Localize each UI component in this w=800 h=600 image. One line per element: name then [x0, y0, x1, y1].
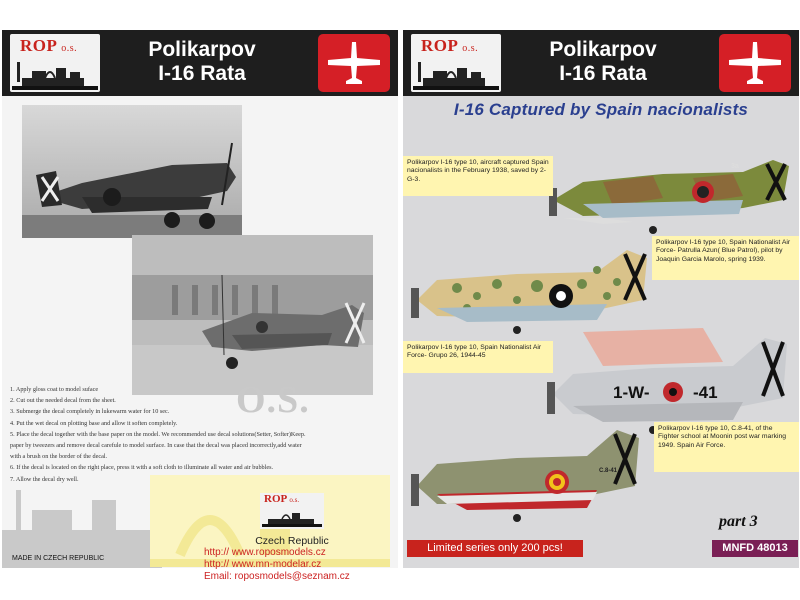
plane3-code-left: 1-W- — [613, 383, 650, 402]
decal-instructions — [10, 384, 330, 485]
website-link-1[interactable]: http:// www.roposmodels.cz — [204, 547, 326, 558]
aircraft-badge — [719, 34, 791, 92]
limited-series-banner: Limited series only 200 pcs! — [407, 540, 583, 557]
aircraft-badge — [318, 34, 390, 92]
instructions-panel — [2, 30, 398, 582]
callout-aircraft-4: Polikarpov I-16 type 10, C.8-41, of the Fighter school at Moonin post war marking 1949. Spain Air Force. — [654, 422, 799, 472]
callout-aircraft-1: Polikarpov I-16 type 10, aircraft captured Spain nacionalists in the February 1938, saved by 2-G-3. — [403, 156, 553, 196]
country-label: Czech Republic — [255, 535, 329, 547]
plane4-code: C.8-41 — [599, 468, 618, 474]
small-ship-icon — [262, 509, 322, 527]
aircraft-profile-1 — [543, 138, 799, 240]
brand-logo — [10, 34, 100, 92]
airplane-icon — [719, 34, 791, 92]
ship-icon — [413, 60, 499, 90]
header-bar — [403, 30, 799, 96]
aircraft-profile-4 — [407, 414, 653, 526]
instruction-line: paper by tweezers and remove decal carefule to model surface. In case that the decal was placed incorrectly,add water — [10, 442, 302, 450]
part-label: part 3 — [719, 513, 758, 530]
watermark-os: O.S. — [236, 379, 310, 421]
section-subtitle: I-16 Captured by Spain nacionalists — [453, 100, 749, 119]
page-title — [513, 38, 693, 86]
title-line-2: I-16 Rata — [559, 62, 647, 85]
title-line-1: Polikarpov — [549, 38, 657, 61]
logo-name: ROP — [20, 36, 57, 55]
small-logo-suffix: o.s. — [289, 496, 300, 504]
historic-photo-1 — [22, 105, 242, 238]
brand-logo — [411, 34, 501, 92]
plane1-code: 3а — [731, 163, 739, 170]
contact-block — [202, 493, 382, 582]
logo-suffix: o.s. — [61, 43, 78, 54]
small-brand-logo — [260, 493, 324, 529]
website-link-2[interactable]: http:// www.mn-modelar.cz — [204, 558, 322, 570]
header-bar — [2, 30, 398, 96]
historic-photo-2 — [132, 235, 373, 395]
small-logo-name: ROP — [264, 493, 287, 505]
instruction-line: 6. If the decal is located on the right place, press it with a soft cloth to illuminate all water and air bubbles. — [10, 464, 274, 472]
instruction-line: 5. Place the decal together with the base paper on the model. We recommended use decal solutions(Setter, Softer)Keep. — [10, 430, 306, 438]
callout-aircraft-2: Polikarpov I-16 type 10, Spain Nationalist Air Force- Patrulla Azun( Blue Patrol), pilot by Joaquin Garcia Marolo, spring 1939. — [652, 236, 799, 280]
logo-suffix: o.s. — [462, 43, 479, 54]
ship-icon — [12, 60, 98, 90]
title-line-2: I-16 Rata — [158, 62, 246, 85]
email-link[interactable]: Email: roposmodels@seznam.cz — [204, 570, 350, 582]
instruction-line: 4. Put the wet decal on plotting base and allow it soften completely. — [10, 419, 178, 427]
plane3-code-right: -41 — [693, 383, 718, 402]
page-title — [112, 38, 292, 86]
instruction-line: with a brush on the border of the decal. — [10, 453, 108, 461]
made-in-label: MADE IN CZECH REPUBLIC — [12, 555, 105, 562]
instruction-line: 2. Cut out the needed decal from the sheet. — [10, 397, 116, 405]
profiles-panel — [403, 30, 799, 568]
callout-aircraft-3: Polikarpov I-16 type 10, Spain Nationalist Air Force- Grupo 26, 1944-45 — [403, 341, 553, 373]
instruction-line: 1. Apply gloss coat to model suface — [10, 386, 99, 393]
title-line-1: Polikarpov — [148, 38, 256, 61]
instruction-line: 3. Submerge the decal completely in lukewarm water for 10 sec. — [10, 408, 170, 416]
logo-name: ROP — [421, 36, 458, 55]
airplane-icon — [318, 34, 390, 92]
instruction-line: 7. Allow the decal dry well. — [10, 475, 79, 483]
product-code: MNFD 48013 — [712, 540, 798, 557]
